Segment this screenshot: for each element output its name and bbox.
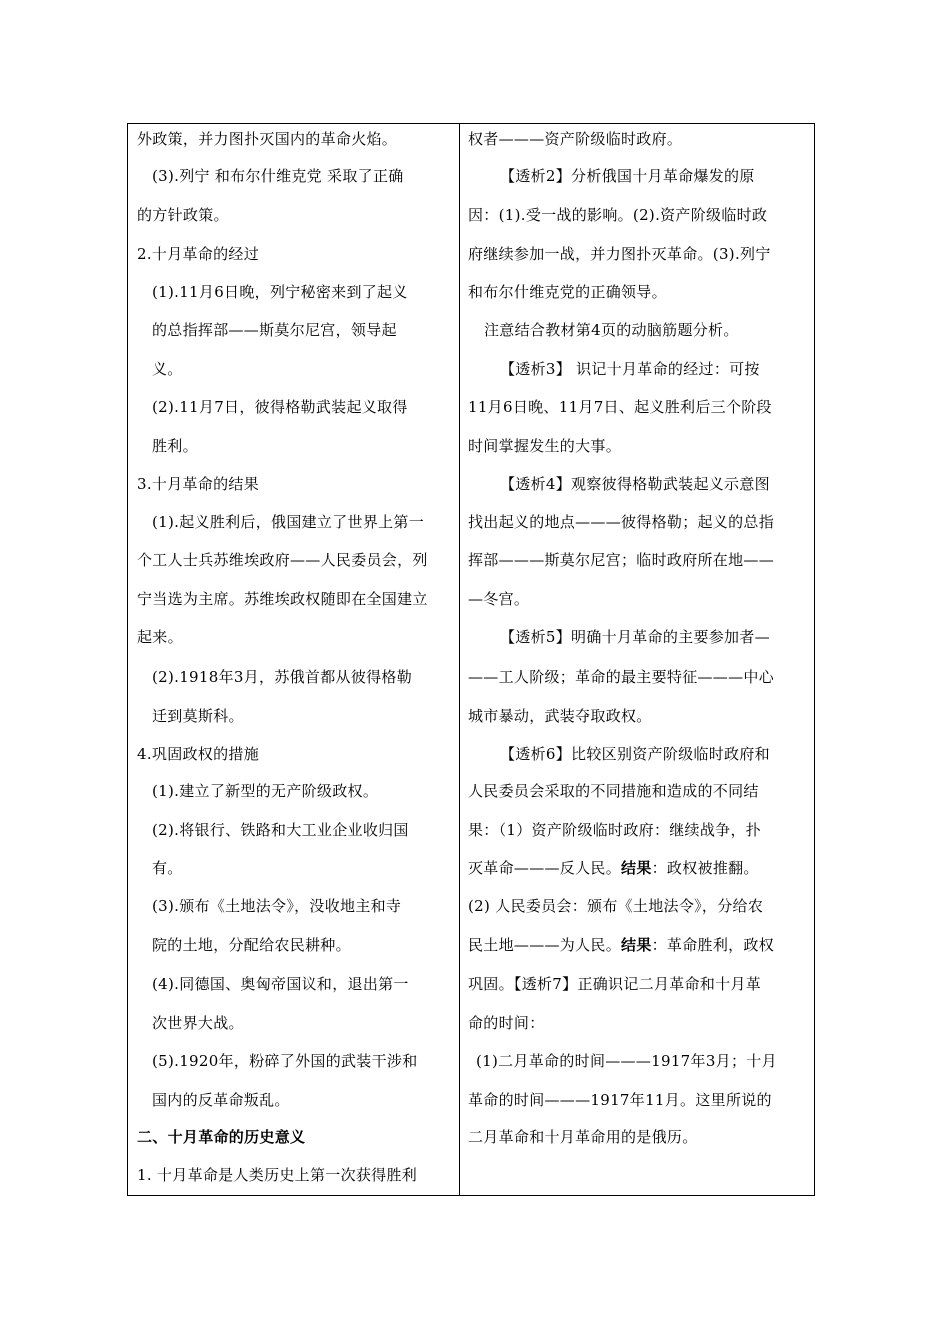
- text-line: 注意结合教材第4页的动脑筋题分析。: [484, 321, 739, 339]
- text-line: (2).1918年3月，苏俄首都从彼得格勒: [152, 668, 413, 686]
- section-heading: 2.十月革命的经过: [137, 245, 260, 263]
- text-line: (2) 人民委员会：颁布《土地法令》，分给农: [468, 897, 764, 915]
- text-line: (3).颁布《土地法令》，没收地主和寺: [152, 897, 402, 915]
- text-line: (1).11月6日晚，列宁秘密来到了起义: [152, 283, 408, 301]
- text-line: 有。: [152, 859, 183, 877]
- text-line: 胜利。: [152, 437, 198, 455]
- text-segment: ：政权被推翻。: [651, 859, 759, 877]
- text-line: 个工人士兵苏维埃政府——人民委员会，列: [137, 551, 428, 569]
- text-line: (5).1920年，粉碎了外国的武装干涉和: [152, 1052, 418, 1070]
- analysis-point: 【透析5】明确十月革命的主要参加者—: [500, 628, 770, 646]
- text-line: 的总指挥部——斯莫尔尼宫，领导起: [152, 321, 397, 339]
- text-line: 外政策，并力图扑灭国内的革命火焰。: [137, 130, 398, 148]
- text-line: 二月革命和十月革命用的是俄历。: [468, 1128, 698, 1146]
- text-line: 迁到莫斯科。: [152, 707, 244, 725]
- text-line: 找出起义的地点———彼得格勒；起义的总指: [468, 513, 775, 531]
- text-line: 巩固。【透析7】正确识记二月革命和十月革: [468, 975, 762, 993]
- text-line: (1)二月革命的时间———1917年3月；十月: [476, 1052, 777, 1070]
- text-line: 府继续参加一战，并力图扑灭革命。(3).列宁: [468, 245, 771, 263]
- text-line: 革命的时间———1917年11月。这里所说的: [468, 1091, 772, 1109]
- text-line: 1. 十月革命是人类历史上第一次获得胜利: [137, 1166, 418, 1184]
- text-line: (2).11月7日，彼得格勒武装起义取得: [152, 398, 408, 416]
- text-segment: 民土地———为人民。: [468, 936, 622, 954]
- section-heading: 4.巩固政权的措施: [137, 745, 260, 763]
- text-line: 时间掌握发生的大事。: [468, 437, 622, 455]
- text-line: 果：（1）资产阶级临时政府：继续战争，扑: [468, 821, 762, 839]
- text-line: 因：(1).受一战的影响。(2).资产阶级临时政: [468, 206, 768, 224]
- analysis-point: 【透析3】 识记十月革命的经过：可按: [500, 360, 760, 378]
- text-line: 次世界大战。: [152, 1014, 244, 1032]
- content-table: [127, 123, 815, 1196]
- text-line: 的方针政策。: [137, 206, 229, 224]
- text-line: 权者———资产阶级临时政府。: [468, 130, 683, 148]
- result-label: 结果: [621, 859, 652, 877]
- text-line: 国内的反革命叛乱。: [152, 1091, 290, 1109]
- analysis-point: 【透析4】观察彼得格勒武装起义示意图: [500, 475, 770, 493]
- text-line: [468, 935, 774, 955]
- text-line: (2).将银行、铁路和大工业企业收归国: [152, 821, 409, 839]
- text-line: 宁当选为主席。苏维埃政权随即在全国建立: [137, 590, 428, 608]
- text-line: (3).列宁 和布尔什维克党 采取了正确: [152, 167, 404, 185]
- text-line: 和布尔什维克党的正确领导。: [468, 283, 667, 301]
- text-line: [468, 858, 759, 878]
- text-line: 人民委员会采取的不同措施和造成的不同结: [468, 782, 759, 800]
- analysis-point: 【透析2】分析俄国十月革命爆发的原: [500, 167, 755, 185]
- text-segment: ：革命胜利，政权: [651, 936, 775, 954]
- column-divider: [459, 124, 460, 1195]
- section-heading: 3.十月革命的结果: [137, 475, 260, 493]
- text-line: (4).同德国、奥匈帝国议和，退出第一: [152, 975, 409, 993]
- text-segment: 灭革命———反人民。: [468, 859, 622, 877]
- text-line: (1).起义胜利后，俄国建立了世界上第一: [152, 513, 425, 531]
- text-line: —冬宫。: [468, 590, 530, 608]
- text-line: 义。: [152, 360, 183, 378]
- text-line: 城市暴动，武装夺取政权。: [468, 707, 652, 725]
- text-line: 挥部———斯莫尔尼宫；临时政府所在地——: [468, 551, 775, 569]
- text-line: 起来。: [137, 628, 183, 646]
- analysis-point: 【透析6】比较区别资产阶级临时政府和: [500, 745, 770, 763]
- text-line: (1).建立了新型的无产阶级政权。: [152, 782, 379, 800]
- text-line: 院的土地，分配给农民耕种。: [152, 936, 351, 954]
- text-line: 命的时间：: [468, 1014, 545, 1032]
- section-title: 二、十月革命的历史意义: [137, 1128, 306, 1146]
- text-line: 11月6日晚、11月7日、起义胜利后三个阶段: [468, 398, 772, 416]
- result-label: 结果: [621, 936, 652, 954]
- text-line: ——工人阶级；革命的最主要特征———中心: [468, 668, 775, 686]
